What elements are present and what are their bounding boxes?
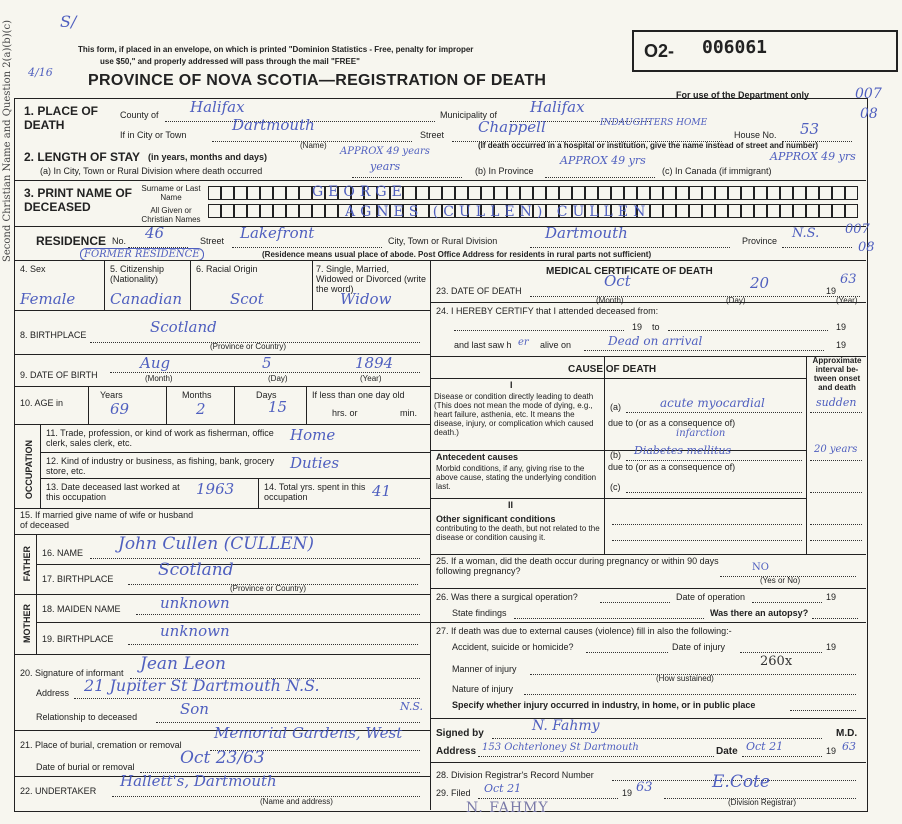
div-registrar-caption: (Division Registrar) xyxy=(728,798,797,807)
age-days-value: 15 xyxy=(268,398,288,416)
name-letter-box xyxy=(533,186,546,200)
father-name-value: John Cullen (CULLEN) xyxy=(118,534,315,554)
place-of-death-label: 1. PLACE OF DEATH xyxy=(24,104,99,132)
stay-city-value-b: years xyxy=(370,160,401,173)
name-letter-box xyxy=(260,186,273,200)
date-injury-label: Date of injury xyxy=(672,642,726,652)
in-city-label: (a) In City, Town or Rural Division where death occurred xyxy=(40,166,263,176)
mother-label: MOTHER xyxy=(22,604,32,643)
residence-street-label: Street xyxy=(200,236,225,246)
name-letter-box xyxy=(234,186,247,200)
dept-code-08: 08 xyxy=(860,106,878,122)
sign-date-value: Oct 21 xyxy=(746,740,784,753)
name-letter-box xyxy=(819,204,832,218)
citizenship-label: 5. Citizenship (Nationality) xyxy=(110,264,165,284)
name-letter-box xyxy=(741,186,754,200)
name-letter-box xyxy=(221,186,234,200)
citizenship-value: Canadian xyxy=(110,290,183,308)
name-letter-box xyxy=(754,186,767,200)
medical-certificate-title: MEDICAL CERTIFICATE OF DEATH xyxy=(546,266,713,277)
death-month-value: Oct xyxy=(604,272,631,290)
given-names-value: AGNES (CULLEN) CULLEN xyxy=(345,204,651,220)
birthplace-label: 8. BIRTHPLACE xyxy=(20,330,87,340)
external-label: 27. If death was due to external causes (violence) fill in also the following:- xyxy=(436,626,732,636)
birthplace-value: Scotland xyxy=(150,318,217,336)
age-label: 10. AGE in xyxy=(20,398,64,408)
name-letter-box xyxy=(598,186,611,200)
interval-label: Approximate interval be-tween onset and death xyxy=(812,356,862,392)
registration-prefix: O2- xyxy=(644,41,675,61)
autopsy-label: Was there an autopsy? xyxy=(710,608,809,618)
last-worked-label: 13. Date deceased last worked at this occupation xyxy=(46,482,180,502)
cause-of-death-title: CAUSE OF DEATH xyxy=(568,364,657,375)
undertaker-caption: (Name and address) xyxy=(260,797,333,806)
industry-label: 12. Kind of industry or business, as fishing, bank, grocery store, etc. xyxy=(46,456,275,476)
name-letter-box xyxy=(572,186,585,200)
marital-label: 7. Single, Married, Widowed or Divorced (write the word) xyxy=(316,264,427,294)
name-letter-box xyxy=(416,186,429,200)
signer-address-label: Address xyxy=(436,746,477,757)
registrar-signature: E.Cote xyxy=(712,772,770,792)
residence-no-label: No. xyxy=(112,236,127,246)
left-margin-note: Second Christian Name and Question 2(a)(b)(c) xyxy=(2,20,13,262)
name-letter-box xyxy=(299,186,312,200)
name-letter-box xyxy=(715,186,728,200)
surname-value: GEORGE xyxy=(312,184,407,200)
nature-label: Nature of injury xyxy=(452,684,514,694)
name-letter-box xyxy=(286,204,299,218)
manner-label: Manner of injury xyxy=(452,664,517,674)
name-letter-box xyxy=(624,186,637,200)
injury-year: 19 xyxy=(826,642,837,652)
disease-directly-label: Disease or condition directly leading to death (This does not mean the mode of dying, e.g., heart failure, asthenia, etc. It means the disease, injury, or complication which caused death.) xyxy=(434,392,594,437)
name-letter-box xyxy=(312,204,325,218)
relationship-label: Relationship to deceased xyxy=(36,712,138,722)
other-conditions-desc: contributing to the death, but not related to the disease or condition causing it. xyxy=(436,524,600,542)
pregnancy-value: NO xyxy=(752,562,769,573)
hospital-note: (If death occurred in a hospital or institution, give the name instead of street and number) xyxy=(478,141,819,150)
dob-month-caption: (Month) xyxy=(145,374,173,383)
md-label: M.D. xyxy=(836,728,858,739)
name-letter-box xyxy=(650,186,663,200)
sex-value: Female xyxy=(20,290,76,308)
stay-city-value: APPROX 49 years xyxy=(340,146,430,157)
informant-address-ns: N.S. xyxy=(400,700,424,713)
date-operation-label: Date of operation xyxy=(676,592,746,602)
name-letter-box xyxy=(468,186,481,200)
residence-note: (Residence means usual place of abode. Post Office Address for residents in rural parts not sufficient) xyxy=(262,250,652,259)
name-letter-box xyxy=(611,186,624,200)
name-letter-box xyxy=(676,204,689,218)
dob-year-value: 1894 xyxy=(355,354,394,372)
name-letter-box xyxy=(546,186,559,200)
margin-numbers: 4/16 xyxy=(28,66,53,79)
racial-label: 6. Racial Origin xyxy=(196,264,258,274)
death-month-caption: (Month) xyxy=(596,296,624,305)
municipality-value: Halifax xyxy=(530,98,585,116)
burial-date-value: Oct 23/63 xyxy=(180,748,265,768)
mother-birthplace-label: 19. BIRTHPLACE xyxy=(42,634,114,644)
name-letter-box xyxy=(481,186,494,200)
spouse-label: 15. If married give name of wife or husband of deceased xyxy=(20,510,194,530)
former-residence: FORMER RESIDENCE xyxy=(80,248,204,261)
death-day-value: 20 xyxy=(750,274,770,292)
residence-province-value: N.S. xyxy=(792,226,820,241)
months-label: Months xyxy=(182,390,212,400)
birthplace-caption: (Province or Country) xyxy=(210,342,287,351)
county-label: County of xyxy=(120,110,159,120)
surgical-year: 19 xyxy=(826,592,837,602)
accident-label: Accident, suicide or homicide? xyxy=(452,642,574,652)
name-letter-box xyxy=(234,204,247,218)
name-letter-box xyxy=(637,186,650,200)
sign-year-prefix: 19 xyxy=(826,746,837,756)
interval-a-value: sudden xyxy=(816,396,857,409)
name-letter-box xyxy=(247,186,260,200)
marital-value: Widow xyxy=(340,290,392,308)
specify-label: Specify whether injury occurred in industry, in home, or in public place xyxy=(452,700,756,710)
injury-number-value: 260x xyxy=(760,654,793,669)
cause-b-marker: (b) xyxy=(610,450,621,460)
name-letter-box xyxy=(325,204,338,218)
signer-address-value: 153 Ochterloney St Dartmouth xyxy=(482,742,639,753)
cause-c-marker: (c) xyxy=(610,482,621,492)
residence-code-08: 08 xyxy=(858,240,875,255)
alive-on-year: 19 xyxy=(836,340,847,350)
name-letter-box xyxy=(429,186,442,200)
father-birthplace-label: 17. BIRTHPLACE xyxy=(42,574,114,584)
racial-value: Scot xyxy=(230,290,264,308)
age-years-value: 69 xyxy=(110,400,130,418)
certify-from-year: 19 xyxy=(632,322,643,332)
name-letter-box xyxy=(208,204,221,218)
cause-a-value: acute myocardial xyxy=(660,396,765,410)
residence-province-label: Province xyxy=(742,236,778,246)
in-canada-label: (c) In Canada (if immigrant) xyxy=(662,166,772,176)
due-to-b-label: due to (or as a consequence of) xyxy=(608,462,736,472)
form-title: PROVINCE OF NOVA SCOTIA—REGISTRATION OF DEATH xyxy=(88,72,547,89)
name-letter-box xyxy=(585,186,598,200)
filed-label: 29. Filed xyxy=(436,788,471,798)
years-spent-value: 41 xyxy=(372,482,392,500)
name-letter-box xyxy=(676,186,689,200)
name-letter-box xyxy=(806,204,819,218)
residence-label: RESIDENCE xyxy=(36,234,107,248)
name-letter-box xyxy=(793,186,806,200)
residence-code-007: 007 xyxy=(845,222,870,237)
name-letter-box xyxy=(832,204,845,218)
street-label: Street xyxy=(420,130,445,140)
name-letter-box xyxy=(663,204,676,218)
name-letter-box xyxy=(455,186,468,200)
years-label: Years xyxy=(100,390,123,400)
days-label: Days xyxy=(256,390,277,400)
name-caption: (Name) xyxy=(300,141,327,150)
name-letter-box xyxy=(767,186,780,200)
date-of-death-label: 23. DATE OF DEATH xyxy=(436,286,522,296)
yes-no-caption: (Yes or No) xyxy=(760,576,801,585)
burial-place-label: 21. Place of burial, cremation or removal xyxy=(20,740,182,750)
name-letter-box xyxy=(754,204,767,218)
name-letter-box xyxy=(845,186,858,200)
name-letter-box xyxy=(819,186,832,200)
county-value: Halifax xyxy=(190,98,245,116)
age-months-value: 2 xyxy=(196,400,206,418)
name-letter-box xyxy=(702,186,715,200)
cause-a-marker: (a) xyxy=(610,402,621,412)
name-letter-box xyxy=(780,204,793,218)
less-than-day-label: If less than one day old xyxy=(312,390,405,400)
cause-b-value: Diabetes mellitus xyxy=(634,444,732,457)
filed-value: Oct 21 xyxy=(484,782,522,795)
certify-to-year: 19 xyxy=(836,322,847,332)
how-sustained-caption: (How sustained) xyxy=(656,674,714,683)
name-letter-box xyxy=(650,204,663,218)
name-letter-box xyxy=(793,204,806,218)
envelope-note-1: This form, if placed in an envelope, on which is printed "Dominion Statistics - Free, penalty for improper xyxy=(78,45,474,54)
death-year-value: 63 xyxy=(840,272,857,287)
name-letter-box xyxy=(663,186,676,200)
name-letter-box xyxy=(767,204,780,218)
name-letter-box xyxy=(273,204,286,218)
certify-to: to xyxy=(652,322,660,332)
death-year-caption: (Year) xyxy=(836,296,858,305)
name-letter-box xyxy=(442,186,455,200)
sign-date-label: Date xyxy=(716,746,738,757)
filed-year-prefix: 19 xyxy=(622,788,633,798)
residence-city-label: City, Town or Rural Division xyxy=(388,236,498,246)
father-label: FATHER xyxy=(22,546,32,582)
name-letter-box xyxy=(689,186,702,200)
signed-by-value: N. Fahmy xyxy=(532,718,600,734)
mother-maiden-label: 18. MAIDEN NAME xyxy=(42,604,121,614)
name-letter-box xyxy=(702,204,715,218)
registration-number: 006061 xyxy=(702,37,768,58)
part-ii-label: II xyxy=(508,500,514,510)
in-province-label: (b) In Province xyxy=(475,166,534,176)
name-letter-box xyxy=(286,186,299,200)
cause-a2-value: infarction xyxy=(676,428,726,439)
death-year-prefix: 19 xyxy=(826,286,837,296)
surgical-label: 26. Was there a surgical operation? xyxy=(436,592,578,602)
name-letter-box xyxy=(728,204,741,218)
dob-day-value: 5 xyxy=(262,354,272,372)
envelope-note-2: use $50," and properly addressed will pass through the mail "FREE" xyxy=(100,57,360,66)
print-name-label: 3. PRINT NAME OF DECEASED xyxy=(24,186,133,214)
surname-label: Surname or Last Name xyxy=(141,184,201,202)
mother-birthplace-value: unknown xyxy=(160,622,230,640)
name-letter-box xyxy=(299,204,312,218)
hrs-label: hrs. or xyxy=(332,408,358,418)
bottom-name-stamp: N. FAHMY xyxy=(466,800,549,816)
death-day-caption: (Day) xyxy=(726,296,746,305)
residence-no-value: 46 xyxy=(145,224,165,242)
name-letter-box xyxy=(273,186,286,200)
name-letter-box xyxy=(832,186,845,200)
dob-month-value: Aug xyxy=(140,354,171,372)
dob-label: 9. DATE OF BIRTH xyxy=(20,370,98,380)
signed-by-label: Signed by xyxy=(436,728,484,739)
length-of-stay-label: 2. LENGTH OF STAY xyxy=(24,150,141,164)
given-names-label: All Given or Christian Names xyxy=(141,206,201,224)
due-to-a-label: due to (or as a consequence of) xyxy=(608,418,736,428)
last-worked-value: 1963 xyxy=(196,480,235,498)
city-label: If in City or Town xyxy=(120,130,187,140)
name-letter-box xyxy=(741,204,754,218)
part-i-label: I xyxy=(510,380,513,390)
name-letter-box xyxy=(221,204,234,218)
interval-b-value: 20 years xyxy=(814,444,858,455)
name-letter-box xyxy=(247,204,260,218)
name-letter-box xyxy=(559,186,572,200)
filed-year-value: 63 xyxy=(636,780,653,795)
sign-year-value: 63 xyxy=(842,740,856,753)
father-birthplace-value: Scotland xyxy=(158,560,234,580)
house-no-label: House No. xyxy=(734,130,777,140)
stay-canada-value: APPROX 49 yrs xyxy=(770,150,856,163)
dob-day-caption: (Day) xyxy=(268,374,288,383)
corner-mark: S/ xyxy=(60,12,77,31)
name-letter-box xyxy=(715,204,728,218)
name-letter-box xyxy=(520,186,533,200)
mother-maiden-value: unknown xyxy=(160,594,230,612)
father-name-label: 16. NAME xyxy=(42,548,84,558)
trade-label: 11. Trade, profession, or kind of work as fisherman, office clerk, sales clerk, etc. xyxy=(46,428,274,448)
residence-street-value: Lakefront xyxy=(240,224,315,242)
house-no-value: 53 xyxy=(800,120,820,138)
registration-number-box xyxy=(632,30,898,72)
residence-city-value: Dartmouth xyxy=(545,224,628,242)
sex-label: 4. Sex xyxy=(20,264,46,274)
burial-date-label: Date of burial or removal xyxy=(36,762,135,772)
institution-value: INDAUGHTERS HOME xyxy=(600,118,708,128)
dept-use-note: For use of the Department only xyxy=(676,90,810,100)
years-spent-label: 14. Total yrs. spent in this occupation xyxy=(264,482,366,502)
informant-value: Jean Leon xyxy=(140,654,226,674)
burial-place-value: Memorial Gardens, West xyxy=(214,724,403,742)
informant-address-label: Address xyxy=(36,688,70,698)
relationship-value: Son xyxy=(180,700,209,718)
dob-year-caption: (Year) xyxy=(360,374,382,383)
alive-on-label: alive on xyxy=(540,340,572,350)
pregnancy-label: 25. If a woman, did the death occur during pregnancy or within 90 days following pregnancy? xyxy=(436,556,719,576)
industry-value: Duties xyxy=(290,454,340,472)
occupation-label: OCCUPATION xyxy=(24,440,34,500)
name-letter-box xyxy=(780,186,793,200)
undertaker-label: 22. UNDERTAKER xyxy=(20,786,97,796)
other-conditions-label: Other significant conditions xyxy=(436,514,556,524)
father-birthplace-caption: (Province or Country) xyxy=(230,584,307,593)
name-letter-box xyxy=(208,186,221,200)
last-saw-h-value: er xyxy=(518,337,529,348)
street-value: Chappell xyxy=(478,118,546,136)
last-saw-label: and last saw h xyxy=(454,340,512,350)
trade-value: Home xyxy=(290,426,336,444)
undertaker-value: Hallett's, Dartmouth xyxy=(120,772,277,790)
antecedent-desc: Morbid conditions, if any, giving rise to the above cause, stating the underlying condition last. xyxy=(436,464,597,491)
length-unit-label: (in years, months and days) xyxy=(148,152,268,162)
informant-address-value: 21 Jupiter St Dartmouth N.S. xyxy=(84,676,320,695)
name-letter-box xyxy=(689,204,702,218)
informant-label: 20. Signature of informant xyxy=(20,668,124,678)
antecedent-label: Antecedent causes xyxy=(436,452,519,462)
certify-label: 24. I HEREBY CERTIFY that I attended deceased from: xyxy=(436,306,659,316)
state-findings-label: State findings xyxy=(452,608,507,618)
name-letter-box xyxy=(845,204,858,218)
alive-on-value: Dead on arrival xyxy=(608,334,703,348)
registrar-record-label: 28. Division Registrar's Record Number xyxy=(436,770,594,780)
name-letter-box xyxy=(494,186,507,200)
name-letter-box xyxy=(260,204,273,218)
dept-code-007: 007 xyxy=(855,86,882,102)
municipality-label: Municipality of xyxy=(440,110,498,120)
city-value: Dartmouth xyxy=(232,116,315,134)
name-letter-box xyxy=(806,186,819,200)
name-letter-box xyxy=(507,186,520,200)
stay-province-value: APPROX 49 yrs xyxy=(560,154,646,167)
name-letter-box xyxy=(728,186,741,200)
min-label: min. xyxy=(400,408,418,418)
